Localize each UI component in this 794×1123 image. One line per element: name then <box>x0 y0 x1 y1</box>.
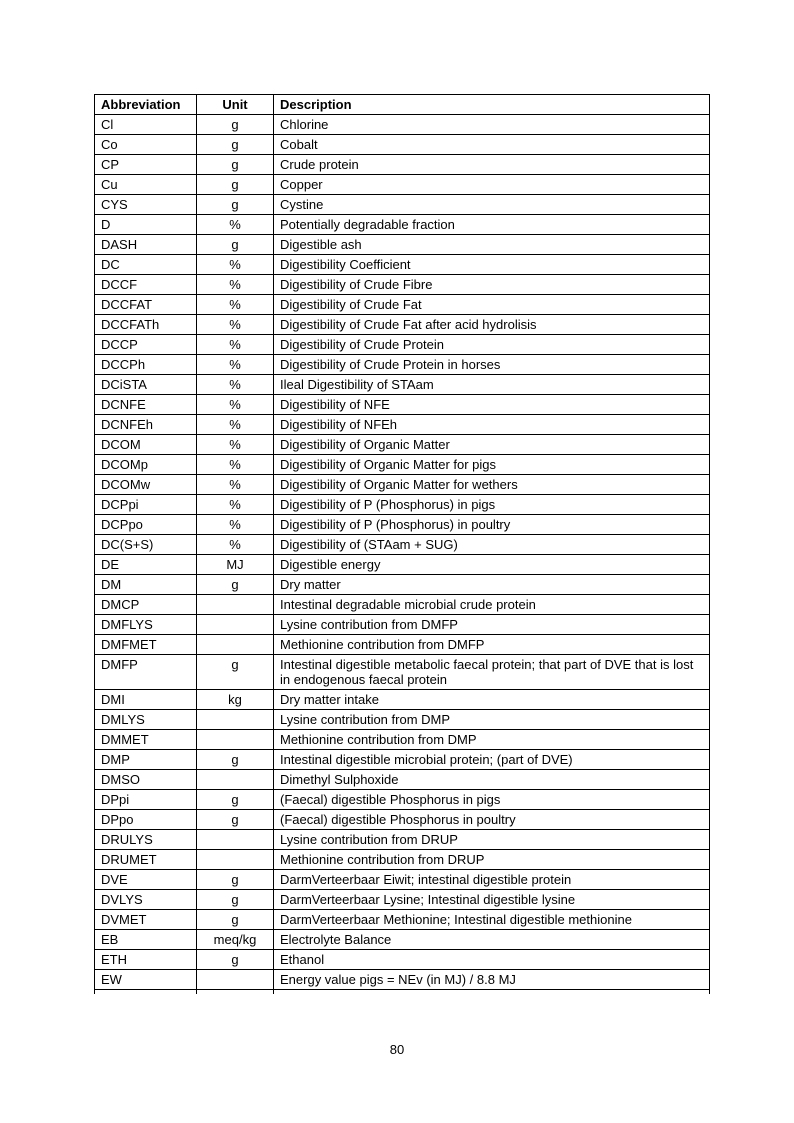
cell-abbreviation: DMFLYS <box>95 615 197 635</box>
cell-unit <box>197 770 274 790</box>
cell-abbreviation: D <box>95 215 197 235</box>
cell-abbreviation: DCiSTA <box>95 375 197 395</box>
cell-description: Intestinal digestible microbial protein; (part of DVE) <box>274 750 710 770</box>
cell-abbreviation: DCCPh <box>95 355 197 375</box>
table-row <box>95 730 710 750</box>
cell-description: Digestibility of NFE <box>274 395 710 415</box>
table-row <box>95 790 710 810</box>
cell-description: Lysine contribution from DMFP <box>274 615 710 635</box>
table-row <box>95 375 710 395</box>
cell-description: Methionine contribution from DMFP <box>274 635 710 655</box>
cell-description: Cystine <box>274 195 710 215</box>
cell-unit: g <box>197 135 274 155</box>
table-row <box>95 850 710 870</box>
cell-description: Digestibility of Crude Protein <box>274 335 710 355</box>
cell-unit: % <box>197 315 274 335</box>
cell-description: DarmVerteerbaar Methionine; Intestinal digestible methionine <box>274 910 710 930</box>
cell-abbreviation: DPpo <box>95 810 197 830</box>
cell-unit: kg <box>197 690 274 710</box>
table-row <box>95 195 710 215</box>
table-row <box>95 910 710 930</box>
cell-unit: % <box>197 535 274 555</box>
cell-unit: g <box>197 910 274 930</box>
table-row <box>95 335 710 355</box>
cell-unit: g <box>197 575 274 595</box>
cell-abbreviation: DMLYS <box>95 710 197 730</box>
cell-abbreviation: DVLYS <box>95 890 197 910</box>
cell-abbreviation: DVMET <box>95 910 197 930</box>
table-row <box>95 415 710 435</box>
cell-unit <box>197 710 274 730</box>
cell-description: Digestible ash <box>274 235 710 255</box>
cell-description: Digestibility of Crude Fibre <box>274 275 710 295</box>
cell-abbreviation: DCOMw <box>95 475 197 495</box>
cell-description: Digestibility of NFEh <box>274 415 710 435</box>
cell-abbreviation: DCOMp <box>95 455 197 475</box>
cell-abbreviation: DCPpi <box>95 495 197 515</box>
cell-abbreviation: DCCF <box>95 275 197 295</box>
cell-description: Methionine contribution from DMP <box>274 730 710 750</box>
table-row <box>95 770 710 790</box>
cell-abbreviation: DCNFE <box>95 395 197 415</box>
cell-unit: MJ <box>197 555 274 575</box>
cell-abbreviation: DCCFATh <box>95 315 197 335</box>
cell-abbreviation: DPpi <box>95 790 197 810</box>
cell-unit <box>197 595 274 615</box>
cell-description: Energy value pigs = NEv (in MJ) / 8.8 MJ <box>274 970 710 990</box>
cell-abbreviation: DC(S+S) <box>95 535 197 555</box>
table-row <box>95 115 710 135</box>
cell-description: Digestibility of Crude Protein in horses <box>274 355 710 375</box>
cell-unit: % <box>197 515 274 535</box>
table-row <box>95 810 710 830</box>
table-row <box>95 395 710 415</box>
table-row <box>95 215 710 235</box>
cell-unit: % <box>197 435 274 455</box>
cell-unit: % <box>197 295 274 315</box>
table-row <box>95 155 710 175</box>
cell-unit: % <box>197 395 274 415</box>
cell-unit: g <box>197 950 274 970</box>
table-row <box>95 535 710 555</box>
continuation-cell <box>274 990 710 995</box>
cell-abbreviation: DCPpo <box>95 515 197 535</box>
cell-unit: % <box>197 355 274 375</box>
cell-unit: g <box>197 870 274 890</box>
cell-description: Digestibility of (STAam + SUG) <box>274 535 710 555</box>
cell-unit <box>197 970 274 990</box>
cell-unit <box>197 830 274 850</box>
cell-description: Electrolyte Balance <box>274 930 710 950</box>
cell-abbreviation: DCCP <box>95 335 197 355</box>
cell-unit <box>197 635 274 655</box>
cell-abbreviation: DCOM <box>95 435 197 455</box>
table-body <box>95 115 710 995</box>
cell-unit: % <box>197 335 274 355</box>
cell-description: Digestibility Coefficient <box>274 255 710 275</box>
table-row <box>95 255 710 275</box>
cell-abbreviation: DRULYS <box>95 830 197 850</box>
cell-description: DarmVerteerbaar Lysine; Intestinal digestible lysine <box>274 890 710 910</box>
cell-description: Digestibility of Crude Fat after acid hydrolisis <box>274 315 710 335</box>
cell-description: Digestibility of Organic Matter for wethers <box>274 475 710 495</box>
header-unit: Unit <box>197 95 274 115</box>
cell-unit: g <box>197 115 274 135</box>
cell-abbreviation: EW <box>95 970 197 990</box>
cell-unit: g <box>197 790 274 810</box>
cell-abbreviation: DC <box>95 255 197 275</box>
cell-unit: % <box>197 495 274 515</box>
cell-unit: % <box>197 455 274 475</box>
cell-description: Intestinal digestible metabolic faecal protein; that part of DVE that is lost in endogenous faecal protein <box>274 655 710 690</box>
table-row <box>95 890 710 910</box>
table-row <box>95 515 710 535</box>
cell-unit <box>197 850 274 870</box>
cell-abbreviation: DMMET <box>95 730 197 750</box>
cell-unit: % <box>197 275 274 295</box>
table-row <box>95 870 710 890</box>
table-row <box>95 275 710 295</box>
table-row <box>95 555 710 575</box>
cell-description: Dry matter intake <box>274 690 710 710</box>
cell-unit: g <box>197 235 274 255</box>
table-row <box>95 455 710 475</box>
cell-abbreviation: DCNFEh <box>95 415 197 435</box>
cell-abbreviation: DCCFAT <box>95 295 197 315</box>
cell-abbreviation: Cu <box>95 175 197 195</box>
cell-description: Chlorine <box>274 115 710 135</box>
cell-abbreviation: DMCP <box>95 595 197 615</box>
cell-abbreviation: CYS <box>95 195 197 215</box>
cell-description: Methionine contribution from DRUP <box>274 850 710 870</box>
cell-abbreviation: DE <box>95 555 197 575</box>
cell-unit: g <box>197 155 274 175</box>
cell-unit: g <box>197 195 274 215</box>
table-row <box>95 750 710 770</box>
abbreviation-table <box>94 94 710 994</box>
table-row <box>95 475 710 495</box>
cell-abbreviation: Cl <box>95 115 197 135</box>
cell-description: Digestibility of Organic Matter <box>274 435 710 455</box>
table-row <box>95 635 710 655</box>
cell-description: Crude protein <box>274 155 710 175</box>
cell-unit: g <box>197 750 274 770</box>
table-row <box>95 710 710 730</box>
cell-description: Digestibility of Crude Fat <box>274 295 710 315</box>
table-row <box>95 315 710 335</box>
table-row <box>95 575 710 595</box>
table-row <box>95 970 710 990</box>
table-row <box>95 235 710 255</box>
cell-description: Digestibility of P (Phosphorus) in pigs <box>274 495 710 515</box>
table-row <box>95 930 710 950</box>
table-row <box>95 830 710 850</box>
table-row <box>95 295 710 315</box>
table-row <box>95 495 710 515</box>
cell-unit <box>197 730 274 750</box>
continuation-cell <box>95 990 197 995</box>
header-abbreviation: Abbreviation <box>95 95 197 115</box>
cell-description: Cobalt <box>274 135 710 155</box>
cell-description: Dry matter <box>274 575 710 595</box>
cell-description: Ethanol <box>274 950 710 970</box>
page-number: 80 <box>389 1042 405 1057</box>
cell-abbreviation: DASH <box>95 235 197 255</box>
table-row <box>95 615 710 635</box>
cell-unit: meq/kg <box>197 930 274 950</box>
table-continuation <box>95 990 710 995</box>
cell-description: DarmVerteerbaar Eiwit; intestinal digestible protein <box>274 870 710 890</box>
cell-unit <box>197 615 274 635</box>
cell-unit: g <box>197 655 274 690</box>
cell-description: Intestinal degradable microbial crude protein <box>274 595 710 615</box>
header-description: Description <box>274 95 710 115</box>
cell-description: Digestible energy <box>274 555 710 575</box>
header-row <box>95 95 710 115</box>
cell-abbreviation: DVE <box>95 870 197 890</box>
table-row <box>95 175 710 195</box>
table-row <box>95 595 710 615</box>
table-row <box>95 435 710 455</box>
cell-unit: % <box>197 215 274 235</box>
cell-abbreviation: Co <box>95 135 197 155</box>
cell-description: Lysine contribution from DMP <box>274 710 710 730</box>
cell-description: (Faecal) digestible Phosphorus in poultry <box>274 810 710 830</box>
cell-description: Dimethyl Sulphoxide <box>274 770 710 790</box>
cell-unit: g <box>197 810 274 830</box>
cell-abbreviation: DMSO <box>95 770 197 790</box>
continuation-cell <box>197 990 274 995</box>
table-row <box>95 655 710 690</box>
cell-abbreviation: DMFP <box>95 655 197 690</box>
cell-unit: g <box>197 890 274 910</box>
table-row <box>95 690 710 710</box>
table-row <box>95 950 710 970</box>
cell-abbreviation: EB <box>95 930 197 950</box>
cell-abbreviation: DRUMET <box>95 850 197 870</box>
cell-unit: % <box>197 415 274 435</box>
cell-unit: g <box>197 175 274 195</box>
cell-abbreviation: CP <box>95 155 197 175</box>
cell-description: (Faecal) digestible Phosphorus in pigs <box>274 790 710 810</box>
cell-description: Ileal Digestibility of STAam <box>274 375 710 395</box>
cell-description: Lysine contribution from DRUP <box>274 830 710 850</box>
cell-description: Copper <box>274 175 710 195</box>
cell-unit: % <box>197 255 274 275</box>
cell-abbreviation: ETH <box>95 950 197 970</box>
cell-unit: % <box>197 475 274 495</box>
table-row <box>95 135 710 155</box>
cell-abbreviation: DMFMET <box>95 635 197 655</box>
cell-abbreviation: DMP <box>95 750 197 770</box>
cell-description: Digestibility of P (Phosphorus) in poultry <box>274 515 710 535</box>
cell-description: Digestibility of Organic Matter for pigs <box>274 455 710 475</box>
cell-description: Potentially degradable fraction <box>274 215 710 235</box>
cell-abbreviation: DM <box>95 575 197 595</box>
table-row <box>95 355 710 375</box>
cell-abbreviation: DMI <box>95 690 197 710</box>
cell-unit: % <box>197 375 274 395</box>
